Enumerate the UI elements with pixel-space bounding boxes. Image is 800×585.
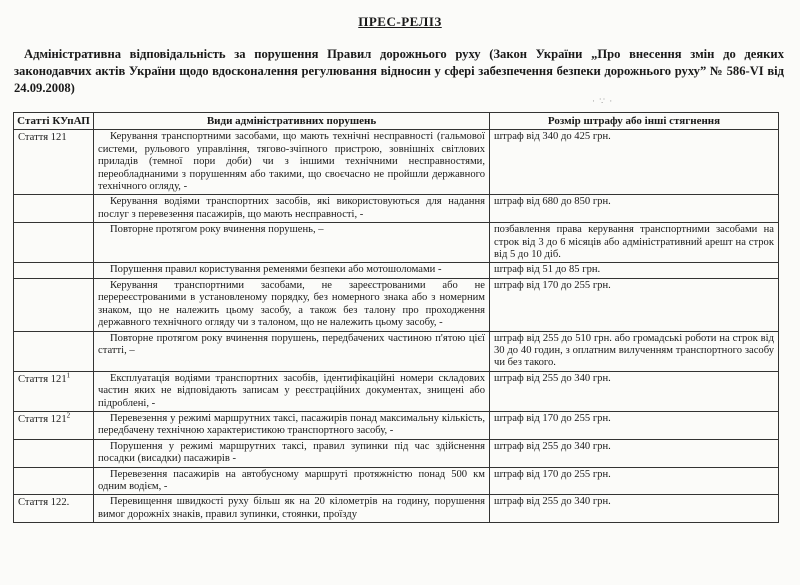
violations-table: [13, 112, 779, 523]
penalty-cell: штраф від 51 до 85 грн.: [490, 263, 779, 278]
table-row: [14, 439, 779, 467]
penalty-cell: штраф від 340 до 425 грн.: [490, 130, 779, 195]
violation-cell: Повторне протягом року вчинення порушень, передбачених частиною п'ятою цієї статті, –: [94, 331, 490, 371]
article-cell: [14, 223, 94, 263]
document-title: ПРЕС-РЕЛІЗ: [358, 14, 442, 29]
article-superscript: 1: [66, 371, 71, 380]
header-violations: Види адміністративних порушень: [94, 113, 490, 130]
violation-cell: Порушення у режимі маршрутних таксі, правил зупинки під час здійснення посадки (висадки) пасажирів -: [94, 439, 490, 467]
violation-cell: Експлуатація водіями транспортних засобів, ідентифікаційні номери складових частин яких не відповідають записам у реєстраційних документах, знищені або підроблені, -: [94, 371, 490, 411]
violation-cell: Порушення правил користування ременями безпеки або мотошоломами -: [94, 263, 490, 278]
violation-cell: Перевезення у режимі маршрутних таксі, пасажирів понад максимальну кількість, передбачену технічною характеристикою транспортного засобу, -: [94, 411, 490, 439]
penalty-cell: штраф від 255 до 340 грн.: [490, 439, 779, 467]
violation-cell: Перевезення пасажирів на автобусному маршруті протяжністю понад 500 км одним водієм, -: [94, 467, 490, 495]
header-penalties: Розмір штрафу або інші стягнення: [490, 113, 779, 130]
table-row: [14, 331, 779, 371]
violation-cell: Керування транспортними засобами, що мають технічні несправності (гальмової системи, рульового управління, тягово-зчіпного пристрою, зовнішніх світлових приладів (темної пори доби) чи з іншими технічними несправностями, переобладнаними з порушенням або такими, що своєчасно не пройшли державного технічного огляду, -: [94, 130, 490, 195]
article-cell: [14, 195, 94, 223]
article-cell: [14, 130, 94, 195]
penalty-cell: штраф від 255 до 510 грн. або громадські роботи на строк від 30 до 40 годин, з оплатним вилученням транспортного засобу чи без такого.: [490, 331, 779, 371]
article-label: Стаття 121: [18, 132, 67, 144]
table-row: [14, 411, 779, 439]
violation-cell: Керування транспортними засобами, не зареєстрованими або не перереєстрованими в установленому порядку, без номерного знака або з номерним знаком, що не належить цьому засобу, а також без талону про проходження державного технічного огляду чи з талоном, що не належить цьому засобу, -: [94, 278, 490, 331]
article-cell: [14, 371, 94, 411]
article-superscript: 2: [66, 411, 71, 420]
article-cell: [14, 495, 94, 523]
document-subtitle: Адміністративна відповідальність за порушення Правил дорожнього руху (Закон України „Про внесення змін до деяких законодавчих актів України щодо вдосконалення регулювання відносин у сфері забезпечення безпеки дорожнього руху” № 586-VI від 24.09.2008): [14, 47, 784, 95]
table-row: [14, 223, 779, 263]
article-cell: [14, 411, 94, 439]
table-header-row: [14, 113, 779, 130]
table-row: [14, 195, 779, 223]
article-cell: [14, 278, 94, 331]
table-row: [14, 263, 779, 278]
article-label: Стаття 121: [18, 413, 67, 425]
penalty-cell: штраф від 680 до 850 грн.: [490, 195, 779, 223]
scan-speck: · ∵ ·: [592, 96, 614, 106]
table-row: [14, 495, 779, 523]
article-cell: [14, 439, 94, 467]
violation-cell: Керування водіями транспортних засобів, які використовуються для надання послуг з перевезення пасажирів, що мають несправності, -: [94, 195, 490, 223]
penalty-cell: штраф від 170 до 255 грн.: [490, 278, 779, 331]
article-cell: [14, 263, 94, 278]
penalty-cell: позбавлення права керування транспортними засобами на строк від 3 до 6 місяців або адміністративний арешт на строк від 5 до 10 діб.: [490, 223, 779, 263]
penalty-cell: штраф від 170 до 255 грн.: [490, 467, 779, 495]
penalty-cell: штраф від 255 до 340 грн.: [490, 371, 779, 411]
table-row: [14, 130, 779, 195]
table-row: [14, 278, 779, 331]
table-row: [14, 371, 779, 411]
violation-cell: Повторне протягом року вчинення порушень, –: [94, 223, 490, 263]
penalty-cell: штраф від 170 до 255 грн.: [490, 411, 779, 439]
penalty-cell: штраф від 255 до 340 грн.: [490, 495, 779, 523]
article-cell: [14, 331, 94, 371]
article-label: Стаття 122.: [18, 497, 70, 509]
table-row: [14, 467, 779, 495]
article-cell: [14, 467, 94, 495]
violation-cell: Перевищення швидкості руху більш як на 20 кілометрів на годину, порушення вимог дорожніх знаків, правил зупинки, стоянки, проїзду: [94, 495, 490, 523]
header-articles: Статті КУпАП: [14, 113, 94, 130]
article-label: Стаття 121: [18, 373, 67, 385]
